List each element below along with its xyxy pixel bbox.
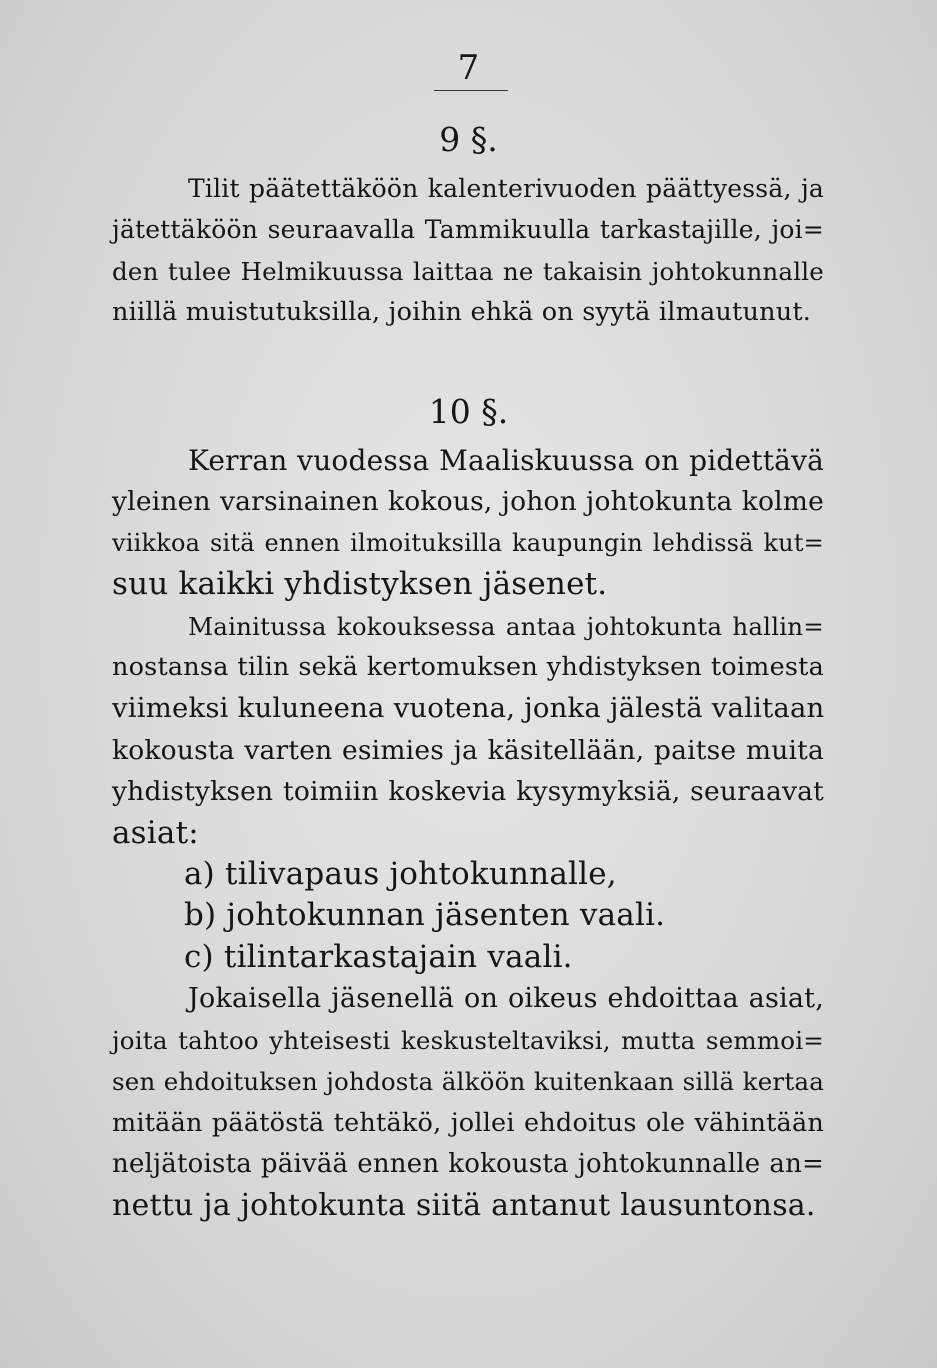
text-line: nettu ja johtokunta siitä antanut lausuntonsa. <box>112 1188 816 1224</box>
text-line: Kerran vuodessa Maaliskuussa on pidettävä <box>188 444 824 477</box>
text-line: asiat: <box>112 814 199 851</box>
text-line: sen ehdoituksen johdosta älköön kuitenkaan sillä kertaa <box>112 1067 824 1097</box>
text-line: den tulee Helmikuussa laittaa ne takaisin johtokunnalle <box>112 256 824 286</box>
text-line: nostansa tilin sekä kertomuksen yhdistyksen toimesta <box>112 652 824 683</box>
text-line: niillä muistutuksilla, joihin ehkä on syytä ilmautunut. <box>112 297 812 328</box>
text-line: neljätoista päivää ennen kokousta johtokunnalle an= <box>112 1148 824 1179</box>
section-10-heading: 10 §. <box>428 392 509 431</box>
text-line: suu kaikki yhdistyksen jäsenet. <box>112 566 608 603</box>
text-line: Jokaisella jäsenellä on oikeus ehdoittaa asiat, <box>188 983 824 1015</box>
list-item: a) tilivapaus johtokunnalle, <box>184 856 617 893</box>
text-line: mitään päätöstä tehtäkö, jollei ehdoitus ole vähintään <box>112 1107 824 1138</box>
header-rule <box>434 90 508 91</box>
section-9-paragraph <box>112 168 824 334</box>
text-line: yleinen varsinainen kokous, johon johtokunta kolme <box>112 486 824 518</box>
text-line: yhdistyksen toimiin koskevia kysymyksiä, seuraavat <box>112 776 824 808</box>
text-line: joita tahtoo yhteisesti keskusteltaviksi, mutta semmoi= <box>112 1025 824 1055</box>
text-line: kokousta varten esimies ja käsitellään, paitse muita <box>112 734 824 766</box>
text-line: Tilit päätettäköön kalenterivuoden päättyessä, ja <box>188 174 824 203</box>
page-number: 7 <box>457 48 480 88</box>
text-line: jätettäköön seuraavalla Tammikuulla tarkastajille, joi= <box>112 215 824 245</box>
section-9-heading: 9 §. <box>439 120 498 159</box>
text-line: Mainitussa kokouksessa antaa johtokunta hallin= <box>188 611 824 641</box>
text-line: viikkoa sitä ennen ilmoituksilla kaupungin lehdissä kut= <box>112 528 824 557</box>
list-item: b) johtokunnan jäsenten vaali. <box>184 897 666 934</box>
section-10-body <box>112 440 824 1227</box>
text-line: viimeksi kuluneena vuotena, jonka jälestä valitaan <box>112 692 825 725</box>
list-item: c) tilintarkastajain vaali. <box>184 938 573 975</box>
